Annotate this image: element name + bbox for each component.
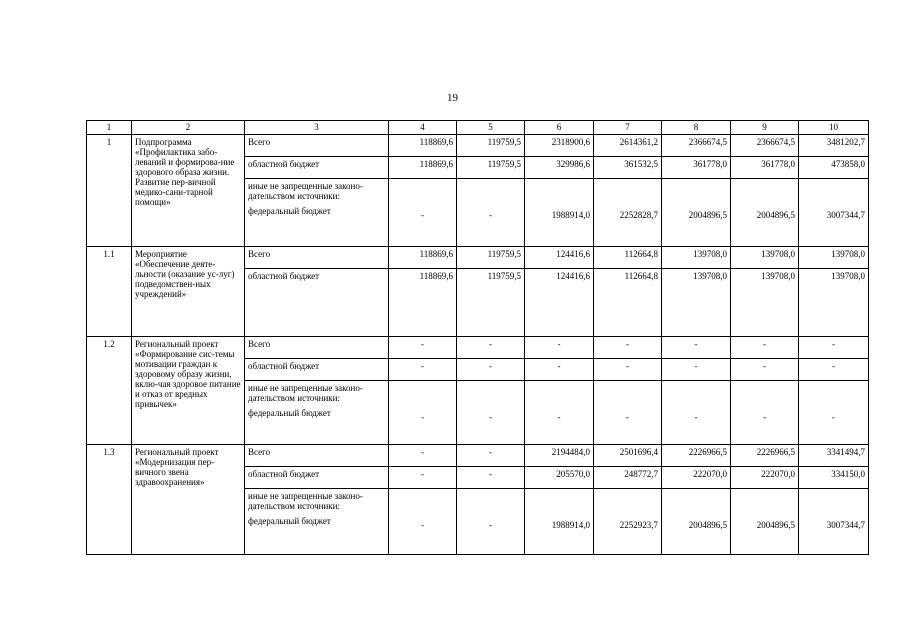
value-cell: 139708,0	[662, 269, 731, 337]
value-cell: -	[799, 337, 869, 359]
value-cell: 2226966,5	[662, 445, 731, 467]
value-cell: 112664,8	[594, 269, 662, 337]
value-cell: -	[662, 337, 731, 359]
value-cell: 124416,6	[525, 247, 594, 269]
value-cell: 205570,0	[525, 467, 594, 489]
value-cell: 3007344,7	[799, 179, 869, 247]
column-header: 7	[594, 121, 662, 135]
value-cell: -	[594, 337, 662, 359]
page-number: 19	[447, 92, 458, 104]
header-row	[87, 121, 869, 135]
value-cell: 329986,6	[525, 157, 594, 179]
value-cell: 2194484,0	[525, 445, 594, 467]
column-header: 4	[389, 121, 457, 135]
value-cell: -	[389, 489, 457, 555]
source-label: областной бюджет	[245, 157, 389, 179]
value-cell: -	[594, 381, 662, 445]
value-cell: 2501696,4	[594, 445, 662, 467]
value-cell: 139708,0	[731, 247, 799, 269]
value-cell: -	[731, 381, 799, 445]
value-cell: 118869,6	[389, 157, 457, 179]
value-cell: 119759,5	[457, 157, 525, 179]
value-cell: -	[457, 467, 525, 489]
table-row-total	[87, 247, 869, 269]
source-label-group	[245, 381, 389, 445]
value-cell: 2252828,7	[594, 179, 662, 247]
value-cell: -	[389, 359, 457, 381]
source-label: иные не запрещенные законо-дательством источники:	[248, 383, 363, 403]
value-cell: 2614361,2	[594, 135, 662, 157]
value-cell: 118869,6	[389, 269, 457, 337]
source-label: федеральный бюджет	[248, 206, 331, 216]
value-cell: -	[525, 359, 594, 381]
column-header: 8	[662, 121, 731, 135]
value-cell: 139708,0	[799, 269, 869, 337]
source-label: иные не запрещенные законо-дательством источники:	[248, 181, 363, 201]
value-cell: 3341494,7	[799, 445, 869, 467]
column-header: 6	[525, 121, 594, 135]
value-cell: -	[457, 445, 525, 467]
value-cell: -	[662, 359, 731, 381]
budget-table	[86, 120, 869, 555]
value-cell: 119759,5	[457, 269, 525, 337]
column-header: 10	[799, 121, 869, 135]
value-cell: 119759,5	[457, 135, 525, 157]
column-header: 2	[132, 121, 245, 135]
value-cell: 222070,0	[731, 467, 799, 489]
value-cell: 112664,8	[594, 247, 662, 269]
value-cell: 473858,0	[799, 157, 869, 179]
row-index: 1	[87, 135, 132, 247]
value-cell: 3481202,7	[799, 135, 869, 157]
value-cell: 2366674,5	[662, 135, 731, 157]
value-cell: -	[525, 337, 594, 359]
value-cell: 3007344,7	[799, 489, 869, 555]
value-cell: 361778,0	[731, 157, 799, 179]
source-label: Всего	[245, 337, 389, 359]
source-label: областной бюджет	[245, 269, 389, 337]
value-cell: -	[389, 445, 457, 467]
column-header: 5	[457, 121, 525, 135]
source-label: Всего	[245, 247, 389, 269]
table-row-total	[87, 337, 869, 359]
source-label: федеральный бюджет	[248, 516, 331, 526]
source-label: Всего	[245, 445, 389, 467]
value-cell: -	[457, 337, 525, 359]
value-cell: 2004896,5	[662, 179, 731, 247]
value-cell: -	[457, 381, 525, 445]
value-cell: 2226966,5	[731, 445, 799, 467]
value-cell: 124416,6	[525, 269, 594, 337]
value-cell: -	[457, 489, 525, 555]
table-row-total	[87, 135, 869, 157]
value-cell: 139708,0	[799, 247, 869, 269]
value-cell: -	[594, 359, 662, 381]
value-cell: 2366674,5	[731, 135, 799, 157]
row-name: Региональный проект «Формирование сис-темы мотивации граждан к здоровому образу жизни, вклю-чая здоровое питание и отказ от вредных привычек»	[132, 337, 245, 445]
source-label: федеральный бюджет	[248, 408, 331, 418]
row-name: Региональный проект «Модернизация пер-вичного звена здравоохранения»	[132, 445, 245, 555]
value-cell: -	[662, 381, 731, 445]
value-cell: 2004896,5	[662, 489, 731, 555]
value-cell: 119759,5	[457, 247, 525, 269]
source-label-group	[245, 489, 389, 555]
row-index: 1.3	[87, 445, 132, 555]
source-label: иные не запрещенные законо-дательством источники:	[248, 491, 363, 511]
value-cell: 2318900,6	[525, 135, 594, 157]
value-cell: 2004896,5	[731, 489, 799, 555]
row-name: Мероприятие «Обеспечение деяте-льности (оказание ус-луг) подведомствен-ных учреждений»	[132, 247, 245, 337]
value-cell: 361778,0	[662, 157, 731, 179]
row-index: 1.2	[87, 337, 132, 445]
column-header: 3	[245, 121, 389, 135]
value-cell: 361532,5	[594, 157, 662, 179]
value-cell: -	[457, 179, 525, 247]
value-cell: 2252923,7	[594, 489, 662, 555]
value-cell: 2004896,5	[731, 179, 799, 247]
row-index: 1.1	[87, 247, 132, 337]
value-cell: -	[731, 359, 799, 381]
row-name: Подпрограмма «Профилактика забо-леваний и формирова-ние здорового образа жизни. Развитие пер-вичной медико-сани-тарной помощи»	[132, 135, 245, 247]
source-label: областной бюджет	[245, 467, 389, 489]
value-cell: 118869,6	[389, 247, 457, 269]
value-cell: 1988914,0	[525, 489, 594, 555]
column-header: 9	[731, 121, 799, 135]
column-header: 1	[87, 121, 132, 135]
source-label: областной бюджет	[245, 359, 389, 381]
value-cell: 248772,7	[594, 467, 662, 489]
value-cell: 222070,0	[662, 467, 731, 489]
table-row-total	[87, 445, 869, 467]
value-cell: -	[389, 381, 457, 445]
value-cell: -	[389, 179, 457, 247]
value-cell: -	[389, 467, 457, 489]
value-cell: 1988914,0	[525, 179, 594, 247]
value-cell: -	[731, 337, 799, 359]
value-cell: 139708,0	[662, 247, 731, 269]
value-cell: -	[457, 359, 525, 381]
source-label: Всего	[245, 135, 389, 157]
source-label-group	[245, 179, 389, 247]
value-cell: 334150,0	[799, 467, 869, 489]
value-cell: 139708,0	[731, 269, 799, 337]
value-cell: -	[799, 359, 869, 381]
value-cell: 118869,6	[389, 135, 457, 157]
value-cell: -	[525, 381, 594, 445]
value-cell: -	[799, 381, 869, 445]
value-cell: -	[389, 337, 457, 359]
